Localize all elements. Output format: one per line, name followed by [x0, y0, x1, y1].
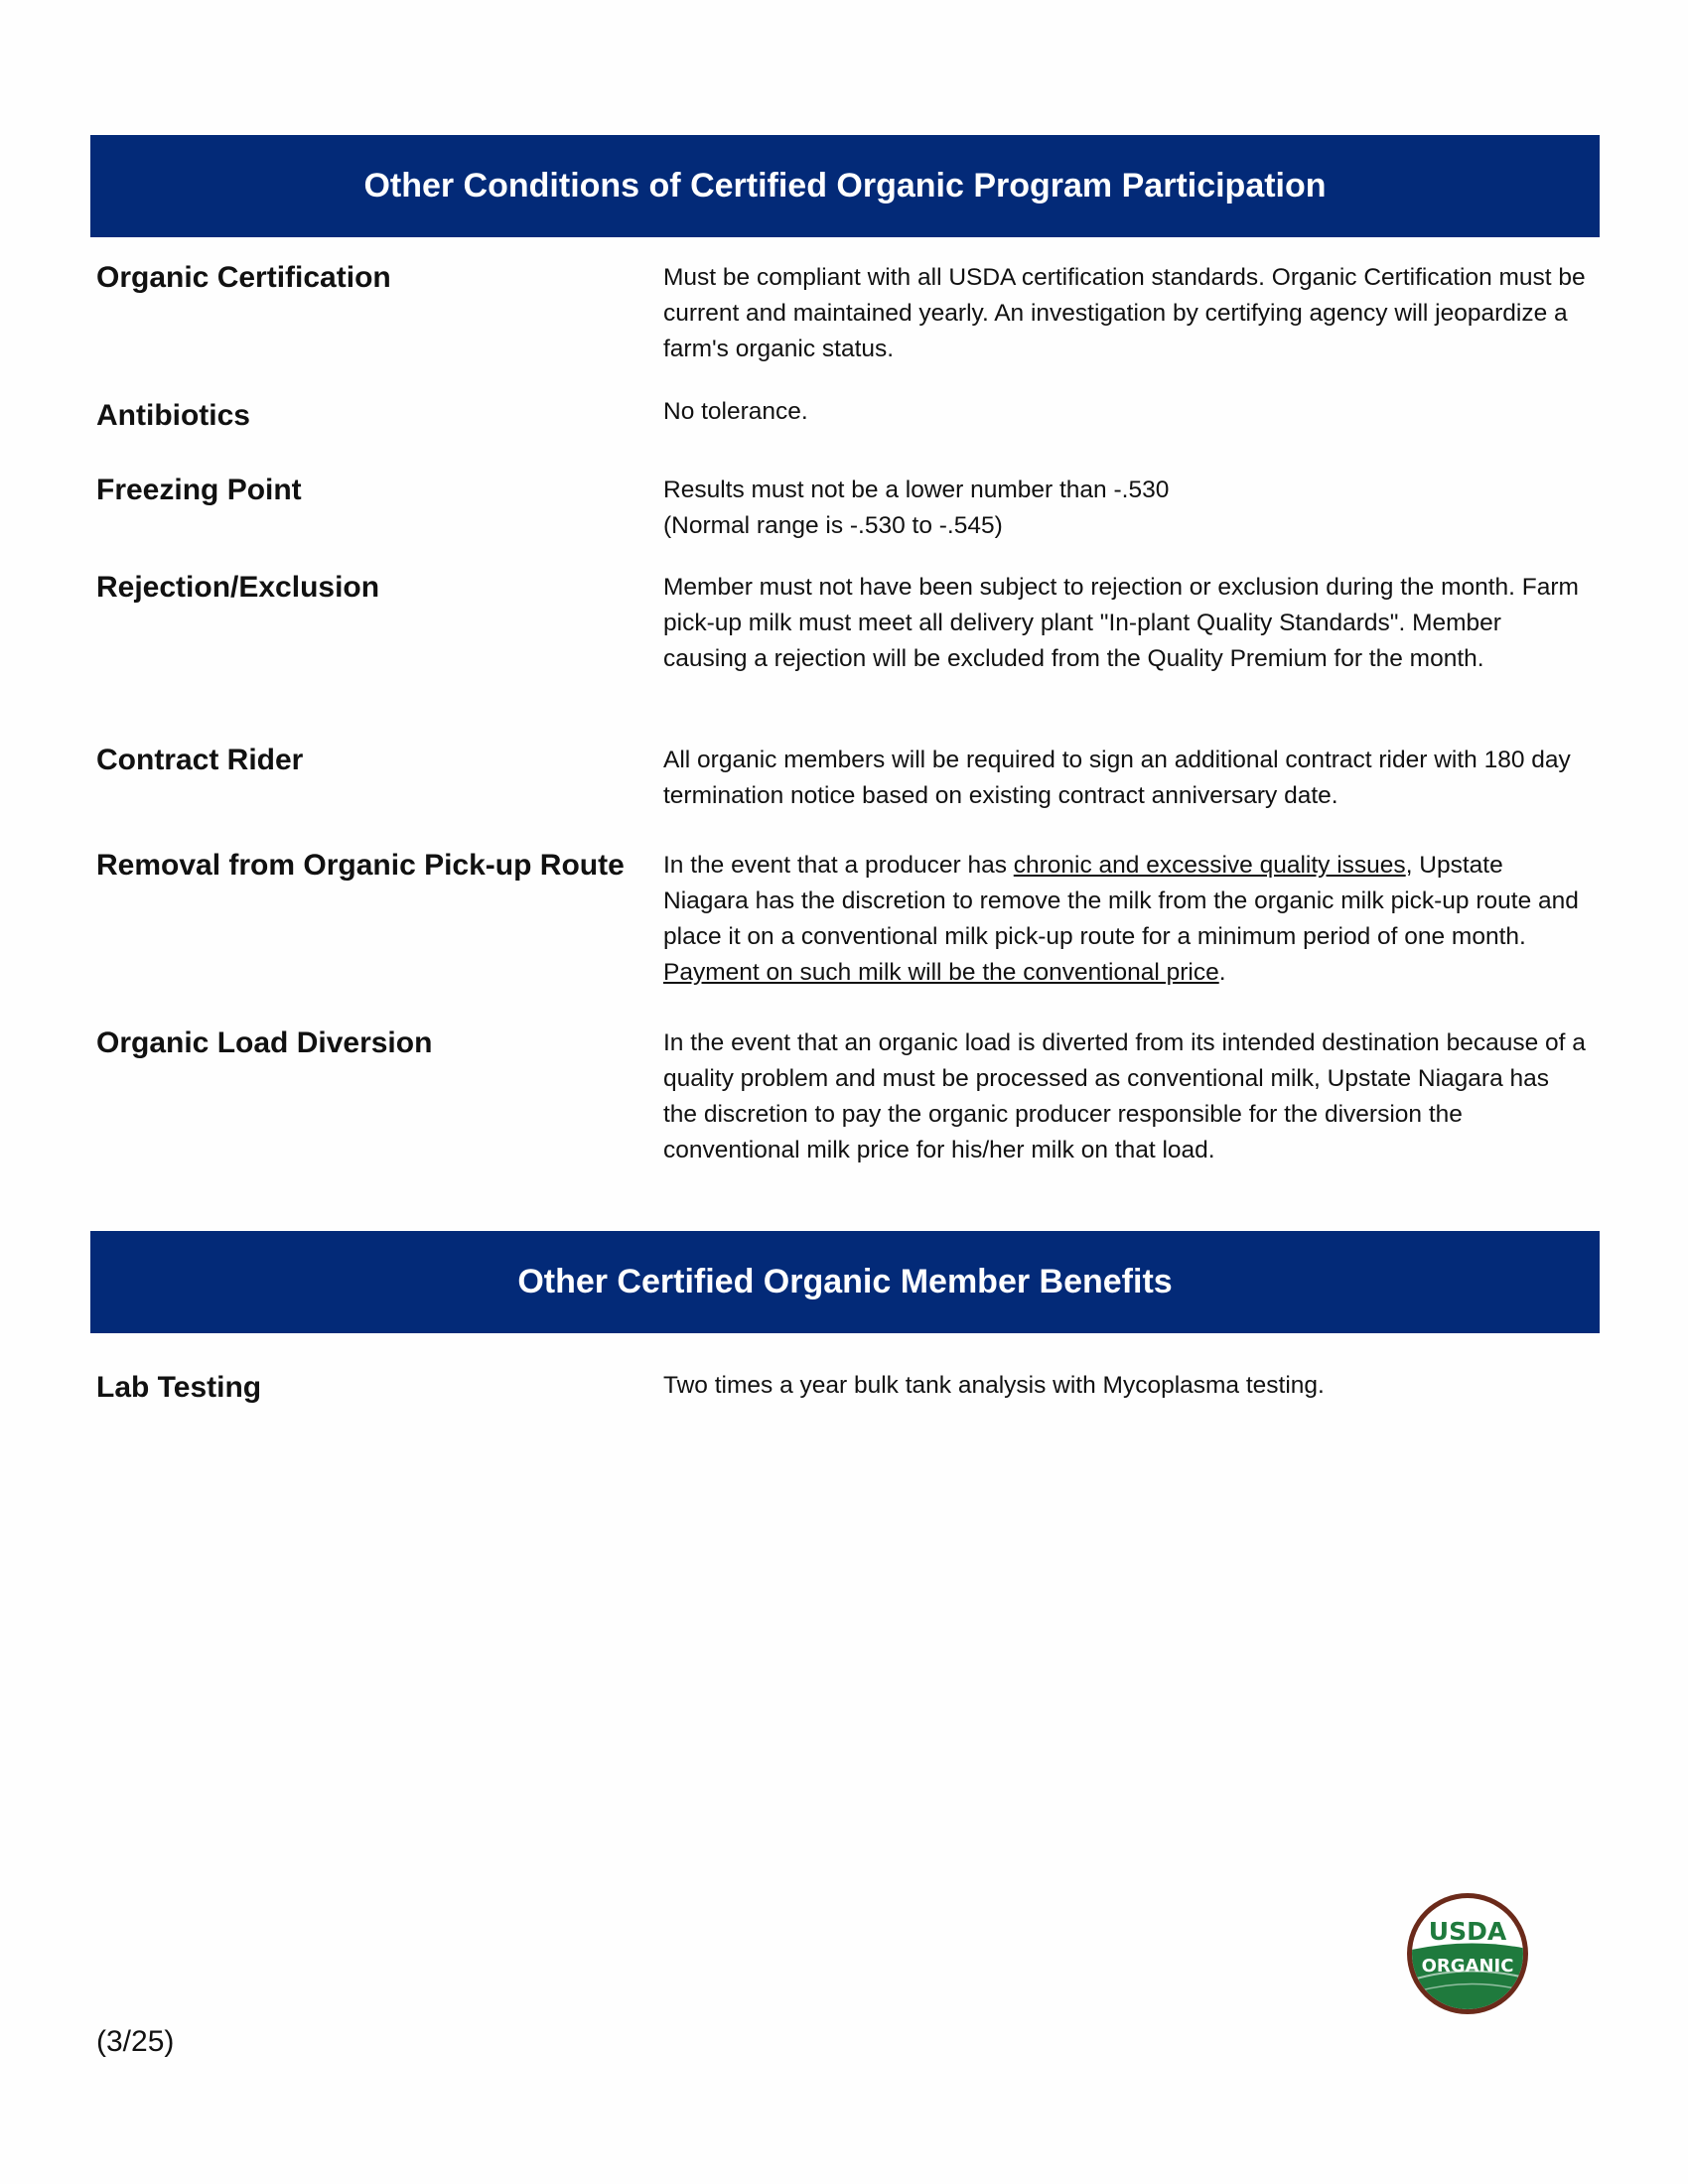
- logo-organic-text: ORGANIC: [1421, 1956, 1514, 1977]
- row-label: Organic Certification: [96, 261, 391, 294]
- row-label: Contract Rider: [96, 744, 304, 776]
- row-text: [663, 848, 1587, 991]
- row-label: Freezing Point: [96, 474, 302, 506]
- usda-organic-seal-icon: [1403, 1892, 1532, 2015]
- removal-underlined-payment: Payment on such milk will be the conventional price: [663, 959, 1219, 986]
- row-label: Rejection/Exclusion: [96, 571, 380, 604]
- row-text: All organic members will be required to sign an additional contract rider with 180 day termination notice based on existing contract anniversary date.: [663, 747, 1571, 809]
- row-text: Must be compliant with all USDA certification standards. Organic Certification must be current and maintained yearly. An investigation by certifying agency will jeopardize a farm's organic status.: [663, 264, 1586, 362]
- removal-text-part-3: .: [1218, 959, 1226, 986]
- row-label: Antibiotics: [96, 399, 250, 432]
- row-label: Removal from Organic Pick-up Route: [96, 849, 625, 882]
- row-label: Organic Load Diversion: [96, 1026, 433, 1059]
- section-benefits-header: [90, 1231, 1600, 1333]
- row-text: Member must not have been subject to rejection or exclusion during the month. Farm pick-up milk must meet all delivery plant "In-plant Quality Standards". Member causing a rejection will be excluded from the Quality Premium for the month.: [663, 574, 1579, 672]
- freezing-point-line-1: Results must not be a lower number than -.530: [663, 477, 1170, 503]
- row-label: Lab Testing: [96, 1371, 262, 1404]
- section-benefits-title: Other Certified Organic Member Benefits: [517, 1263, 1173, 1300]
- removal-underlined-quality-issues: chronic and excessive quality issues: [1013, 852, 1406, 879]
- section-conditions-header: [90, 135, 1600, 237]
- row-text: [663, 473, 1587, 544]
- document-version-code: (3/25): [96, 2025, 175, 2058]
- row-text: No tolerance.: [663, 398, 808, 425]
- row-text: In the event that an organic load is diverted from its intended destination because of a quality problem and must be processed as conventional milk, Upstate Niagara has the discretion to pay the organic producer responsible for the diversion the conventional milk price for his/her milk on that load.: [663, 1029, 1586, 1163]
- removal-text-part-1: In the event that a producer has: [663, 852, 1014, 879]
- row-text: Two times a year bulk tank analysis with Mycoplasma testing.: [663, 1372, 1325, 1399]
- section-conditions-title: Other Conditions of Certified Organic Program Participation: [363, 167, 1327, 205]
- freezing-point-line-2: (Normal range is -.530 to -.545): [663, 512, 1003, 539]
- logo-usda-text: USDA: [1428, 1917, 1507, 1946]
- usda-organic-logo: [1403, 1892, 1532, 2015]
- removal-text-part-2: , Upstate Niagara has the discretion to remove the milk from the organic milk pick-up route and place it on a conventional milk pick-up route for a minimum period of one month.: [663, 852, 1579, 950]
